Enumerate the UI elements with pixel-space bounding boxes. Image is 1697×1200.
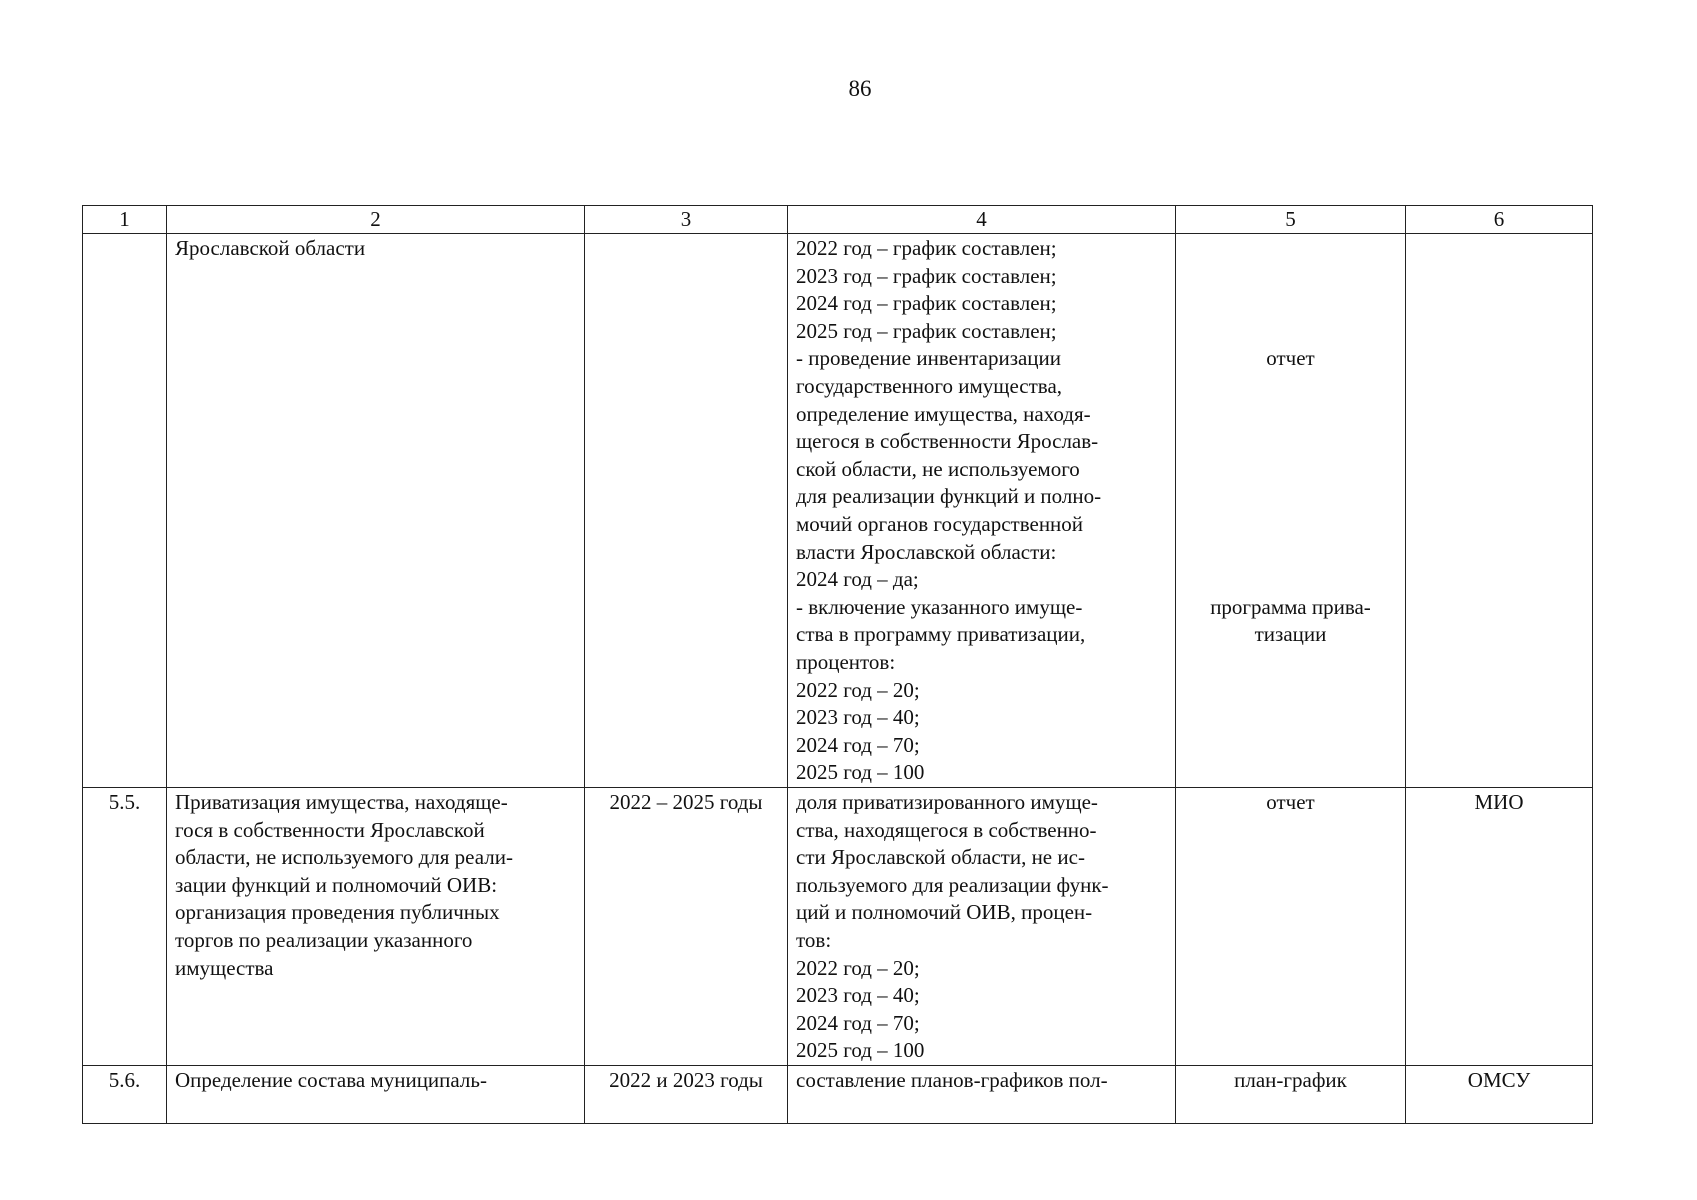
text-line: 2022 год – 20; <box>796 955 920 980</box>
table-row <box>83 788 1593 1066</box>
header-cell-1: 1 <box>83 206 167 234</box>
row-number-cell: 5.6. <box>83 1066 167 1124</box>
text-line: ства, находящегося в собственно- <box>796 817 1097 842</box>
text-line: определение имущества, находя- <box>796 401 1091 426</box>
responsible-cell: МИО <box>1406 788 1593 1066</box>
text-line: тизации <box>1254 622 1327 647</box>
document-form-cell <box>1176 234 1406 788</box>
table-row <box>83 1066 1593 1124</box>
text-line: мочий органов государственной <box>796 511 1084 536</box>
text-line: 2024 год – да; <box>796 567 919 592</box>
table-header-row <box>83 206 1593 234</box>
period-cell: 2022 – 2025 годы <box>585 788 788 1066</box>
text-line: для реализации функций и полно- <box>796 484 1102 509</box>
text-line: власти Ярославской области: <box>796 539 1057 564</box>
header-cell-4: 4 <box>788 206 1176 234</box>
text-line: 2022 год – график составлен; <box>796 236 1057 260</box>
text-line: сти Ярославской области, не ис- <box>796 845 1085 870</box>
indicator-cell <box>788 1066 1176 1124</box>
period-cell <box>585 234 788 788</box>
text-line: 2025 год – 100 <box>796 760 925 785</box>
text-line: - включение указанного имуще- <box>796 594 1083 619</box>
text-line: отчет <box>1266 346 1315 371</box>
text-line: щегося в собственности Ярослав- <box>796 429 1099 454</box>
table-row <box>83 234 1593 788</box>
text-line: 2023 год – график составлен; <box>796 263 1057 288</box>
text-line: программа прива- <box>1210 594 1371 619</box>
text-line: 2023 год – 40; <box>796 705 920 730</box>
text-line: государственного имущества, <box>796 373 1063 398</box>
measure-name-cell <box>167 234 585 788</box>
text-line: ства в программу приватизации, <box>796 622 1086 647</box>
text-line: зации функций и полномочий ОИВ: <box>175 872 498 897</box>
text-line: гося в собственности Ярославской <box>175 817 485 842</box>
document-form-cell: отчет <box>1176 788 1406 1066</box>
text-line: 2024 год – 70; <box>796 1010 920 1035</box>
text-line: ций и полномочий ОИВ, процен- <box>796 900 1093 925</box>
document-form-cell: план-график <box>1176 1066 1406 1124</box>
text-line: процентов: <box>796 649 896 674</box>
text-line: пользуемого для реализации функ- <box>796 872 1109 897</box>
text-line: 2024 год – график составлен; <box>796 291 1057 316</box>
text-line: тов: <box>796 927 832 952</box>
page-number: 86 <box>848 76 872 101</box>
row-number-cell: 5.5. <box>83 788 167 1066</box>
header-cell-6: 6 <box>1406 206 1593 234</box>
indicator-cell <box>788 234 1176 788</box>
document-table <box>82 205 1593 1124</box>
text-line: составление планов-графиков пол- <box>796 1068 1108 1092</box>
indicator-cell <box>788 788 1176 1066</box>
measure-name-cell <box>167 788 585 1066</box>
text-line: организация проведения публичных <box>175 900 500 925</box>
text-line: 2025 год – 100 <box>796 1038 925 1063</box>
responsible-cell: ОМСУ <box>1406 1066 1593 1124</box>
text-line: доля приватизированного имуще- <box>796 790 1098 814</box>
period-cell: 2022 и 2023 годы <box>585 1066 788 1124</box>
text-line: области, не используемого для реали- <box>175 845 513 870</box>
header-cell-3: 3 <box>585 206 788 234</box>
text-line: - проведение инвентаризации <box>796 346 1062 371</box>
text-line: Приватизация имущества, находяще- <box>175 790 508 814</box>
text-line: 2022 год – 20; <box>796 677 920 702</box>
responsible-cell <box>1406 234 1593 788</box>
text-line: Ярославской области <box>175 236 366 260</box>
row-number-cell <box>83 234 167 788</box>
text-line: ской области, не используемого <box>796 456 1080 481</box>
text-line: торгов по реализации указанного <box>175 927 473 952</box>
measure-name-cell <box>167 1066 585 1124</box>
header-cell-2: 2 <box>167 206 585 234</box>
text-line: имущества <box>175 955 274 980</box>
text-line: Определение состава муниципаль- <box>175 1068 487 1092</box>
text-line: 2025 год – график составлен; <box>796 318 1057 343</box>
text-line: 2024 год – 70; <box>796 732 920 757</box>
text-line: 2023 год – 40; <box>796 983 920 1008</box>
header-cell-5: 5 <box>1176 206 1406 234</box>
